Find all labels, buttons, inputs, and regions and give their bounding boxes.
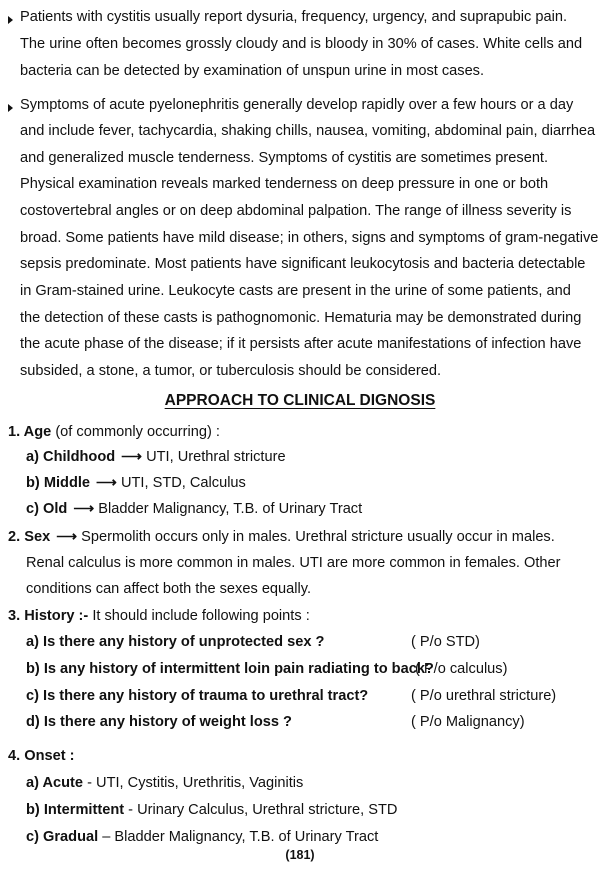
history-label: 3. History :-: [8, 608, 89, 624]
history-question: b) Is any history of intermittent loin pain radiating to back?: [26, 661, 434, 677]
history-suffix: It should include following points :: [88, 608, 310, 624]
onset-item: [26, 802, 397, 818]
page-number: (181): [285, 848, 315, 862]
section-heading: APPROACH TO CLINICAL DIGNOSIS: [164, 392, 436, 409]
history-heading: [8, 608, 310, 624]
text-line: the detection of these casts is pathognomonic. Hematuria may be demonstrated during: [20, 310, 582, 326]
sex-line: [8, 528, 555, 545]
text-line: bacteria can be detected by examination of unspun urine in most cases.: [20, 63, 485, 79]
text-line: Physical examination reveals marked tenderness on deep pressure in one or both: [20, 176, 549, 192]
onset-label: 4. Onset :: [8, 748, 75, 764]
onset-item: [26, 829, 378, 845]
text-line: the acute phase of the disease; if it persists after acute manifestations of infection have: [20, 336, 582, 352]
text-line: conditions can affect both the sexes equally.: [26, 581, 312, 597]
onset-item-label: c) Gradual: [26, 829, 99, 845]
text-line: subsided, a stone, a tumor, or tuberculosis should be considered.: [20, 363, 442, 379]
text-line: Symptoms of acute pyelonephritis generally develop rapidly over a few hours or a day: [20, 97, 574, 113]
text-line: costovertebral angles or on deep abdominal palpation. The range of illness severity is: [20, 203, 572, 219]
onset-item-text: Bladder Malignancy, T.B. of Urinary Tract: [114, 829, 379, 845]
onset-separator: -: [83, 775, 97, 791]
history-probable: ( P/o calculus): [415, 661, 508, 677]
age-suffix: (of commonly occurring) :: [51, 424, 220, 440]
history-question: a) Is there any history of unprotected sex ?: [26, 634, 325, 650]
text-line: in Gram-stained urine. Leukocyte casts are present in the urine of some patients, and: [20, 283, 571, 299]
age-heading: [8, 424, 220, 440]
onset-item-label: a) Acute: [26, 775, 84, 791]
age-item-label: c) Old: [26, 501, 68, 517]
text-line: The urine often becomes grossly cloudy and is bloody in 30% of cases. White cells and: [20, 36, 583, 52]
age-item-label: b) Middle: [26, 475, 91, 491]
arrow-right-icon: ⟶: [96, 475, 117, 491]
history-probable: ( P/o urethral stricture): [411, 688, 557, 704]
bullet-icon: [8, 16, 13, 24]
age-item-label: a) Childhood: [26, 449, 116, 465]
age-item: [26, 500, 362, 517]
text-line: Renal calculus is more common in males. UTI are more common in females. Other: [26, 555, 561, 571]
age-label: 1. Age: [8, 424, 52, 440]
onset-item-text: Urinary Calculus, Urethral stricture, STD: [137, 802, 398, 818]
history-question: d) Is there any history of weight loss ?: [26, 714, 292, 730]
onset-separator: -: [124, 802, 138, 818]
age-item-text: Bladder Malignancy, T.B. of Urinary Tract: [98, 501, 363, 517]
text-line: and generalized muscle tenderness. Symptoms of cystitis are sometimes present.: [20, 150, 549, 166]
onset-separator: –: [98, 829, 115, 845]
arrow-right-icon: ⟶: [121, 449, 143, 465]
history-probable: ( P/o STD): [411, 634, 480, 650]
history-question: c) Is there any history of trauma to urethral tract?: [26, 688, 369, 704]
text-line: broad. Some patients have mild disease; in others, signs and symptoms of gram-negative: [20, 230, 599, 246]
arrow-right-icon: ⟶: [56, 529, 78, 545]
text-line: and include fever, tachycardia, shaking chills, nausea, vomiting, abdominal pain, diarrhea: [20, 123, 596, 139]
onset-item-label: b) Intermittent: [26, 802, 125, 818]
text-line: sepsis predominate. Most patients have significant leukocytosis and bacteria detectable: [20, 256, 586, 272]
bullet-icon: [8, 104, 13, 112]
text-line: Patients with cystitis usually report dysuria, frequency, urgency, and suprapubic pain.: [20, 9, 568, 25]
age-item-text: UTI, Urethral stricture: [146, 449, 286, 465]
arrow-right-icon: ⟶: [73, 501, 95, 517]
sex-label: 2. Sex: [8, 529, 51, 545]
onset-item-text: UTI, Cystitis, Urethritis, Vaginitis: [96, 775, 304, 791]
onset-item: [26, 775, 303, 791]
age-item: [26, 474, 246, 491]
age-item: [26, 448, 286, 465]
sex-text: Spermolith occurs only in males. Urethral stricture usually occur in males.: [81, 529, 555, 545]
age-item-text: UTI, STD, Calculus: [120, 475, 246, 491]
history-probable: ( P/o Malignancy): [411, 714, 525, 730]
